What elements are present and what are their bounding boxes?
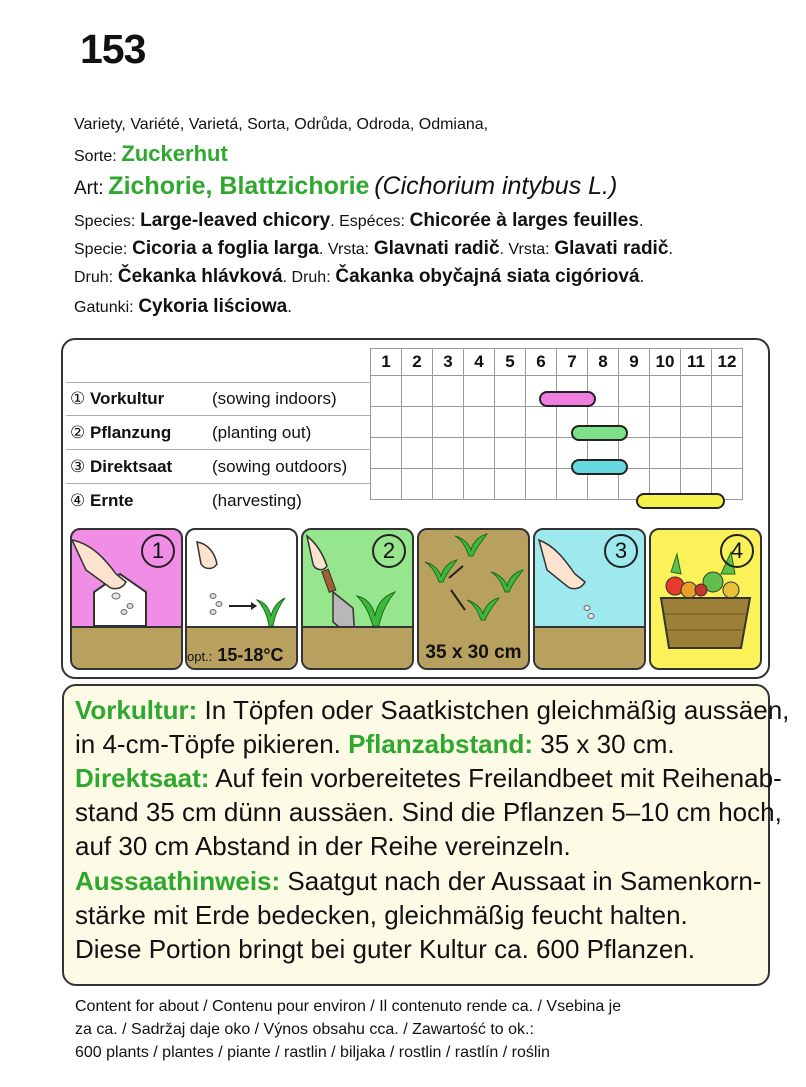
step-note: (sowing outdoors) xyxy=(212,457,348,476)
content-note-line: za ca. / Sadržaj daje oko / Výnos obsahu cca. / Zawartość to ok.: xyxy=(75,1021,534,1038)
species-label: . Espéces: xyxy=(330,213,405,230)
plant-spacing-icon xyxy=(419,530,528,640)
month-cell xyxy=(402,469,433,500)
step-name: Direktsaat xyxy=(89,457,173,476)
month-header: 10 xyxy=(650,349,681,376)
schedule-bar xyxy=(539,391,596,407)
step-name: Ernte xyxy=(89,491,134,510)
species-value: Glavati radič xyxy=(554,238,669,259)
month-cell xyxy=(712,438,743,469)
species-line-3 xyxy=(74,266,644,288)
step-3-badge: 3 xyxy=(604,534,638,568)
variety-line: Variety, Variété, Varietá, Sorta, Odrůda, Odroda, Odmiana, xyxy=(74,116,489,133)
instruction-line: stärke mit Erde bedecken, gleichmäßig feucht halten. xyxy=(75,900,688,930)
sorte-value: Zuckerhut xyxy=(121,141,228,166)
step-name: Vorkultur xyxy=(89,389,165,408)
month-header: 7 xyxy=(557,349,588,376)
species-value: Large-leaved chicory xyxy=(140,210,331,231)
art-label: Art: xyxy=(74,178,104,199)
month-header: 12 xyxy=(712,349,743,376)
panel-pflanzung xyxy=(301,528,414,670)
species-line-1 xyxy=(74,210,644,232)
instruction-line: in 4-cm-Töpfe pikieren. Pflanzabstand: 35 x 30 cm. xyxy=(75,729,675,759)
species-line-2 xyxy=(74,238,673,260)
schedule-row-ernte xyxy=(70,491,302,511)
step-note: (sowing indoors) xyxy=(212,389,337,408)
month-cell xyxy=(650,438,681,469)
step-name: Pflanzung xyxy=(89,423,172,442)
month-cell xyxy=(371,469,402,500)
species-label: . Vrsta: xyxy=(499,241,550,258)
sorte-label: Sorte: xyxy=(74,148,117,165)
species-label: Specie: xyxy=(74,241,128,258)
month-cell xyxy=(712,407,743,438)
step-marker: ② xyxy=(70,423,86,442)
month-cell xyxy=(402,376,433,407)
species-value: Čekanka hlávková xyxy=(117,266,283,287)
species-value: Cykoria liściowa xyxy=(138,296,288,317)
panel-ernte xyxy=(649,528,762,670)
panel-germination xyxy=(185,528,298,670)
row-divider xyxy=(66,449,370,450)
species-value: Chicorée à larges feuilles xyxy=(409,210,639,231)
row-divider xyxy=(66,415,370,416)
row-divider xyxy=(66,382,370,383)
instruction-line: stand 35 cm dünn aussäen. Sind die Pflanzen 5–10 cm hoch, xyxy=(75,797,782,827)
month-cell xyxy=(681,438,712,469)
species-value: Čakanka obyčajná siata cigóriová xyxy=(335,266,640,287)
month-cell xyxy=(433,407,464,438)
soil xyxy=(72,626,181,668)
month-cell xyxy=(712,376,743,407)
step-marker: ① xyxy=(70,389,86,408)
month-cell xyxy=(433,469,464,500)
month-cell xyxy=(402,407,433,438)
month-header: 6 xyxy=(526,349,557,376)
schedule-row-direktsaat xyxy=(70,457,348,477)
schedule-bar xyxy=(636,493,725,509)
species-label: . Druh: xyxy=(282,269,331,286)
species-label: Gatunki: xyxy=(74,299,134,316)
schedule-row-pflanzung xyxy=(70,423,312,443)
spacing-label: 35 x 30 cm xyxy=(425,642,522,663)
month-cell xyxy=(433,438,464,469)
month-cell xyxy=(681,376,712,407)
soil xyxy=(303,626,412,668)
art-value: Zichorie, Blattzichorie xyxy=(108,172,370,200)
month-cell xyxy=(495,376,526,407)
sorte-line xyxy=(74,141,228,167)
month-cell xyxy=(464,438,495,469)
month-header: 5 xyxy=(495,349,526,376)
panel-vorkultur xyxy=(70,528,183,670)
species-value: Glavnati radič xyxy=(373,238,500,259)
packet-number: 153 xyxy=(80,26,146,72)
row-divider xyxy=(66,483,370,484)
schedule-row-vorkultur xyxy=(70,389,337,409)
month-header: 4 xyxy=(464,349,495,376)
species-end: . xyxy=(638,211,644,230)
instruction-line: Vorkultur: In Töpfen oder Saatkistchen gleichmäßig aussäen, xyxy=(75,695,790,725)
soil xyxy=(535,626,644,668)
month-cell xyxy=(495,407,526,438)
species-end: . xyxy=(287,297,292,316)
month-cell xyxy=(464,469,495,500)
month-cell xyxy=(526,407,557,438)
month-cell xyxy=(495,438,526,469)
instruction-line: auf 30 cm Abstand in der Reihe vereinzeln. xyxy=(75,831,571,861)
schedule-bar xyxy=(571,425,628,441)
species-label: Druh: xyxy=(74,269,114,286)
step-marker: ④ xyxy=(70,491,86,510)
species-label: Species: xyxy=(74,213,136,230)
month-cell xyxy=(681,407,712,438)
panel-spacing xyxy=(417,528,530,670)
month-header: 3 xyxy=(433,349,464,376)
month-cell xyxy=(650,407,681,438)
month-cell xyxy=(526,469,557,500)
month-cell xyxy=(619,376,650,407)
step-note: (harvesting) xyxy=(212,491,302,510)
month-cell xyxy=(464,376,495,407)
species-end: . xyxy=(668,239,674,258)
month-cell xyxy=(650,376,681,407)
month-header: 9 xyxy=(619,349,650,376)
instruction-line: Aussaathinweis: Saatgut nach der Aussaat in Samenkorn- xyxy=(75,866,762,896)
month-cell xyxy=(433,376,464,407)
germination-icon xyxy=(187,530,296,630)
month-cell xyxy=(402,438,433,469)
step-marker: ③ xyxy=(70,457,86,476)
month-header: 8 xyxy=(588,349,619,376)
species-line-4 xyxy=(74,296,292,318)
month-cell xyxy=(464,407,495,438)
species-label: . Vrsta: xyxy=(319,241,370,258)
art-line xyxy=(74,172,617,201)
month-calendar xyxy=(370,348,743,500)
content-note-line: 600 plants / plantes / piante / rastlin / biljaka / rostlin / rastlín / roślin xyxy=(75,1044,550,1061)
month-cell xyxy=(371,376,402,407)
month-cell xyxy=(495,469,526,500)
month-header: 2 xyxy=(402,349,433,376)
month-cell xyxy=(526,438,557,469)
panel-direktsaat xyxy=(533,528,646,670)
species-value: Cicoria a foglia larga xyxy=(132,238,320,259)
content-note-line: Content for about / Contenu pour environ / Il contenuto rende ca. / Vsebina je xyxy=(75,998,622,1015)
instruction-line: Diese Portion bringt bei guter Kultur ca. 600 Pflanzen. xyxy=(75,934,696,964)
step-1-badge: 1 xyxy=(141,534,175,568)
step-2-badge: 2 xyxy=(372,534,406,568)
step-4-badge: 4 xyxy=(720,534,754,568)
month-header: 1 xyxy=(371,349,402,376)
art-latin: (Cichorium intybus L.) xyxy=(374,172,618,200)
month-header: 11 xyxy=(681,349,712,376)
month-cell xyxy=(371,407,402,438)
month-cell xyxy=(371,438,402,469)
instruction-line: Direktsaat: Auf fein vorbereitetes Freilandbeet mit Reihenab- xyxy=(75,763,782,793)
schedule-bar xyxy=(571,459,628,475)
temperature-label: opt.: 15-18°C xyxy=(187,645,284,665)
species-end: . xyxy=(639,267,645,286)
step-note: (planting out) xyxy=(212,423,312,442)
